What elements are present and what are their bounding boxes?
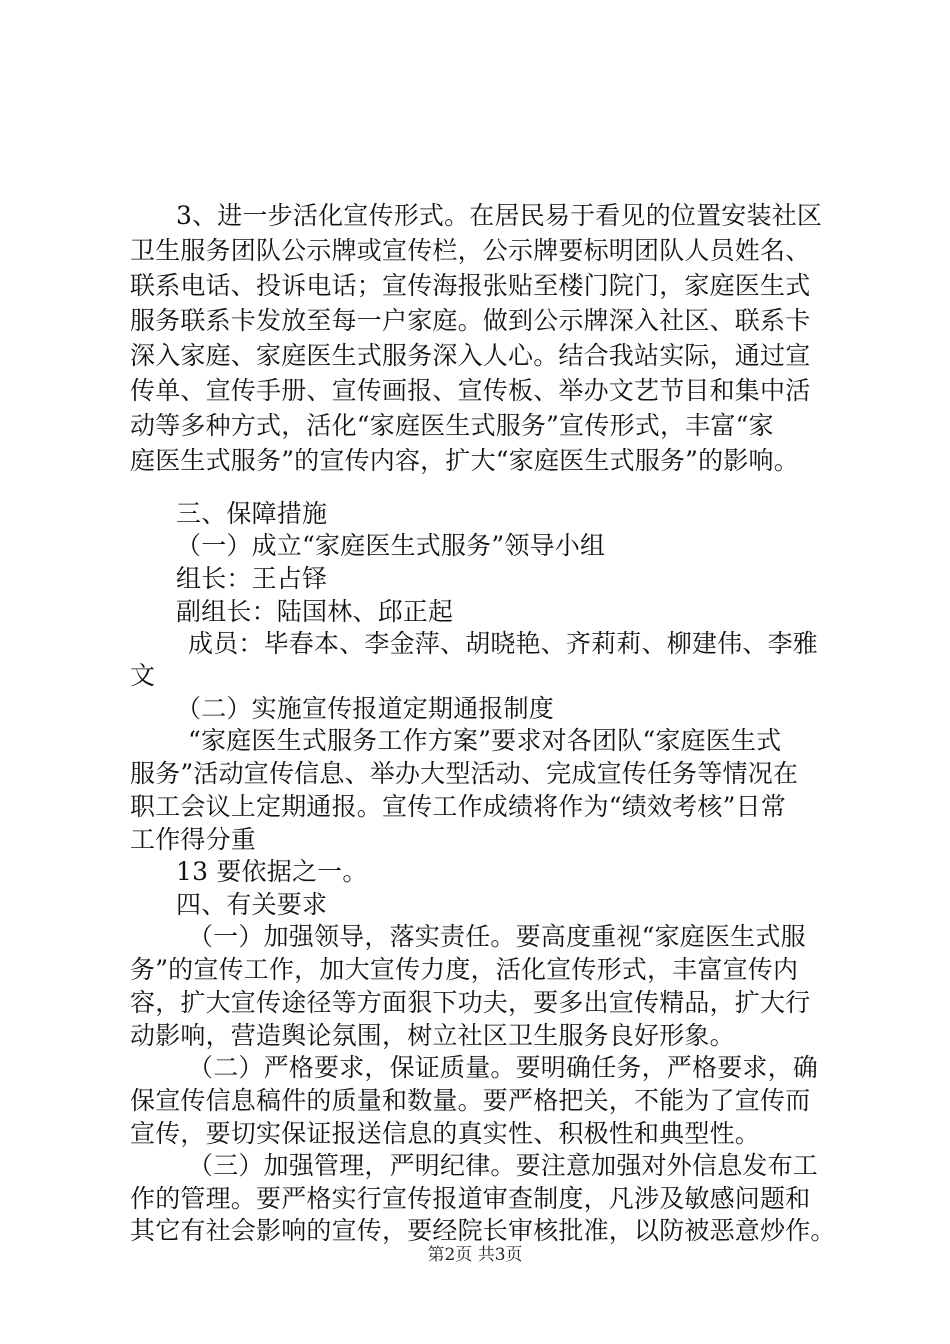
paragraph-line: 务”的宣传工作，加大宣传力度，活化宣传形式，丰富宣传内 — [130, 955, 799, 984]
paragraph-line: 动影响，营造舆论氛围，树立社区卫生服务良好形象。 — [130, 1021, 735, 1050]
paragraph-line: 副组长：陆国林、邱正起 — [176, 597, 454, 626]
paragraph-line: 宣传，要切实保证报送信息的真实性、积极性和典型性。 — [130, 1119, 761, 1148]
section-heading: 三、保障措施 — [176, 499, 328, 528]
paragraph-line: 其它有社会影响的宣传，要经院长审核批准，以防被恶意炒作。 — [130, 1216, 836, 1245]
subsection-heading: （二）实施宣传报道定期通报制度 — [176, 694, 555, 723]
paragraph-line: 容，扩大宣传途径等方面狠下功夫，要多出宣传精品，扩大行 — [130, 988, 811, 1017]
paragraph-line: 13 要依据之一。 — [176, 857, 368, 886]
subsection-heading: （一）成立“家庭医生式服务”领导小组 — [176, 531, 606, 560]
paragraph-line: 职工会议上定期通报。宣传工作成绩将作为“绩效考核”日常 — [130, 792, 786, 821]
paragraph-line: “家庭医生式服务工作方案”要求对各团队“家庭医生式 — [188, 726, 782, 755]
paragraph-line: （三）加强管理，严明纪律。要注意加强对外信息发布工 — [188, 1151, 819, 1180]
paragraph-line: 保宣传信息稿件的质量和数量。要严格把关，不能为了宣传而 — [130, 1086, 811, 1115]
paragraph-line: （二）严格要求，保证质量。要明确任务，严格要求，确 — [188, 1053, 819, 1082]
section-heading: 四、有关要求 — [176, 890, 328, 919]
paragraph-line: 庭医生式服务”的宣传内容，扩大“家庭医生式服务”的影响。 — [130, 446, 799, 475]
paragraph-line: 3、进一步活化宣传形式。在居民易于看见的位置安装社区 — [176, 201, 823, 230]
page-number-footer: 第2页 共3页 — [427, 1245, 523, 1265]
paragraph-line: 作的管理。要严格实行宣传报道审查制度，凡涉及敏感问题和 — [130, 1184, 811, 1213]
paragraph-line: 成员：毕春本、李金萍、胡晓艳、齐莉莉、柳建伟、李雅 — [188, 629, 819, 658]
paragraph-line: 文 — [130, 661, 156, 690]
paragraph-line: 服务联系卡发放至每一户家庭。做到公示牌深入社区、联系卡 — [130, 306, 811, 335]
paragraph-line: 深入家庭、家庭医生式服务深入人心。结合我站实际，通过宣 — [130, 341, 811, 370]
paragraph-line: 传单、宣传手册、宣传画报、宣传板、举办文艺节目和集中活 — [130, 376, 811, 405]
paragraph-line: 服务”活动宣传信息、举办大型活动、完成宣传任务等情况在 — [130, 759, 799, 788]
paragraph-line: 卫生服务团队公示牌或宣传栏，公示牌要标明团队人员姓名、 — [130, 236, 811, 265]
paragraph-line: 动等多种方式，活化“家庭医生式服务”宣传形式，丰富“家 — [130, 411, 774, 440]
paragraph-line: 工作得分重 — [130, 825, 257, 854]
paragraph-line: （一）加强领导，落实责任。要高度重视“家庭医生式服 — [188, 922, 806, 951]
paragraph-line: 组长：王占铎 — [176, 564, 328, 593]
paragraph-line: 联系电话、投诉电话；宣传海报张贴至楼门院门，家庭医生式 — [130, 271, 811, 300]
